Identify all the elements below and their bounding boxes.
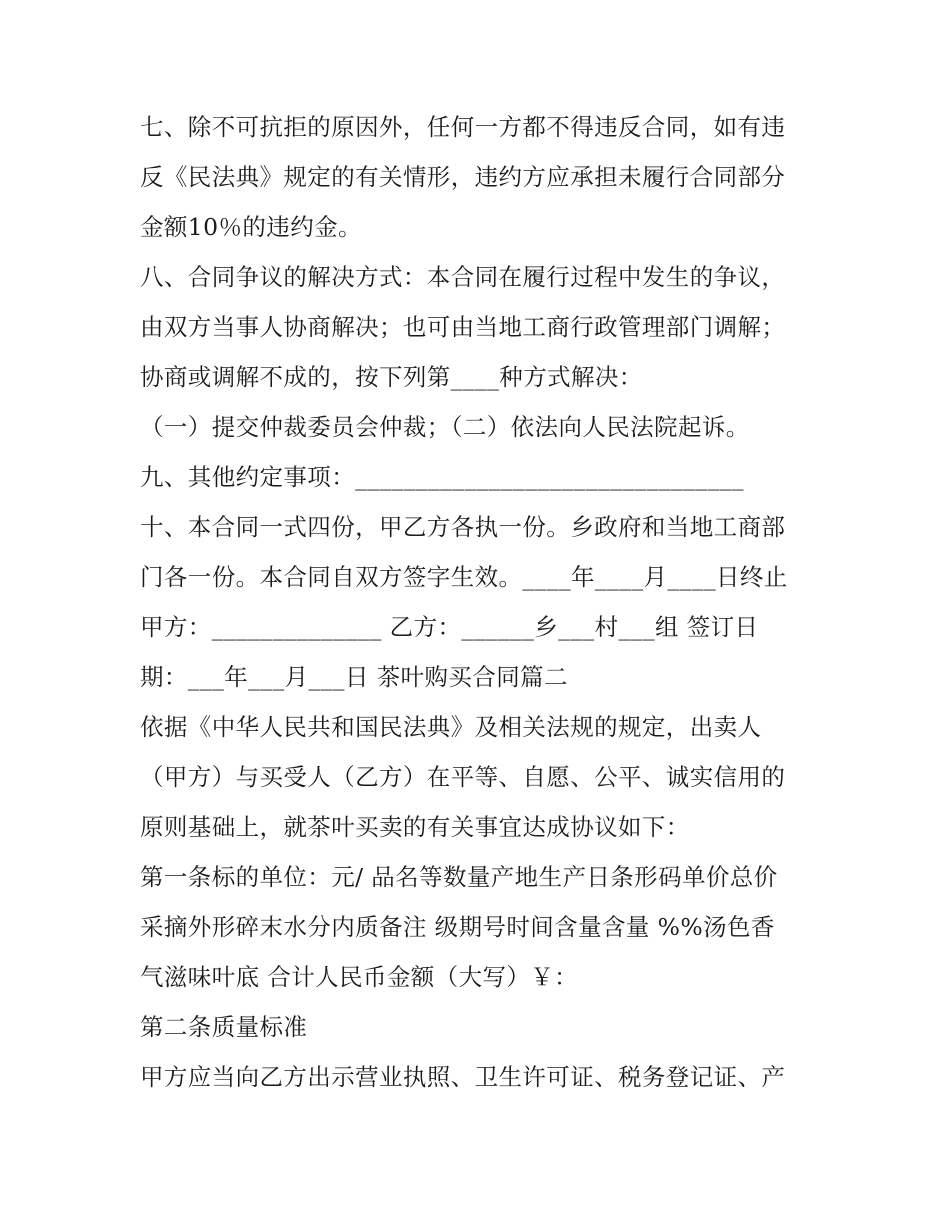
text-line: 由双方当事人协商解决；也可由当地工商行政管理部门调解； <box>140 313 786 341</box>
text-line: 甲方：______________ 乙方：______乡___村___组 签订日 <box>140 613 759 641</box>
text-line: 门各一份。本合同自双方签字生效。____年____月____日终止 <box>140 563 788 591</box>
text-line: 原则基础上，就茶叶买卖的有关事宜达成协议如下： <box>140 813 690 841</box>
text-line: 协商或调解不成的，按下列第____种方式解决： <box>140 363 643 391</box>
text-line: 十、本合同一式四份，甲乙方各执一份。乡政府和当地工商部 <box>140 513 786 541</box>
text-line: 气滋味叶底 合计人民币金额（大写）￥： <box>140 963 579 991</box>
text-line: 甲方应当向乙方出示营业执照、卫生许可证、税务登记证、产 <box>140 1063 786 1091</box>
text-line: 期：___年___月___日 茶叶购买合同篇二 <box>140 663 568 691</box>
text-line: 七、除不可抗拒的原因外，任何一方都不得违反合同，如有违 <box>140 113 786 141</box>
text-line: 八、合同争议的解决方式：本合同在履行过程中发生的争议， <box>140 263 786 291</box>
text-line: 第一条标的单位：元/ 品名等数量产地生产日条形码单价总价 <box>140 863 778 891</box>
text-line: （甲方）与买受人（乙方）在平等、自愿、公平、诚实信用的 <box>140 763 786 791</box>
text-line: 第二条质量标准 <box>140 1013 308 1041</box>
text-line: 九、其他约定事项：________________________________ <box>140 463 744 491</box>
text-line: 金额10％的违约金。 <box>140 213 362 241</box>
text-line: 采摘外形碎末水分内质备注 级期号时间含量含量 %%汤色香 <box>140 913 775 941</box>
text-line: （一）提交仲裁委员会仲裁；（二）依法向人民法院起诉。 <box>140 413 750 441</box>
text-line: 依据《中华人民共和国民法典》及相关法规的规定，出卖人 <box>140 713 762 741</box>
text-line: 反《民法典》规定的有关情形，违约方应承担未履行合同部分 <box>140 163 786 191</box>
